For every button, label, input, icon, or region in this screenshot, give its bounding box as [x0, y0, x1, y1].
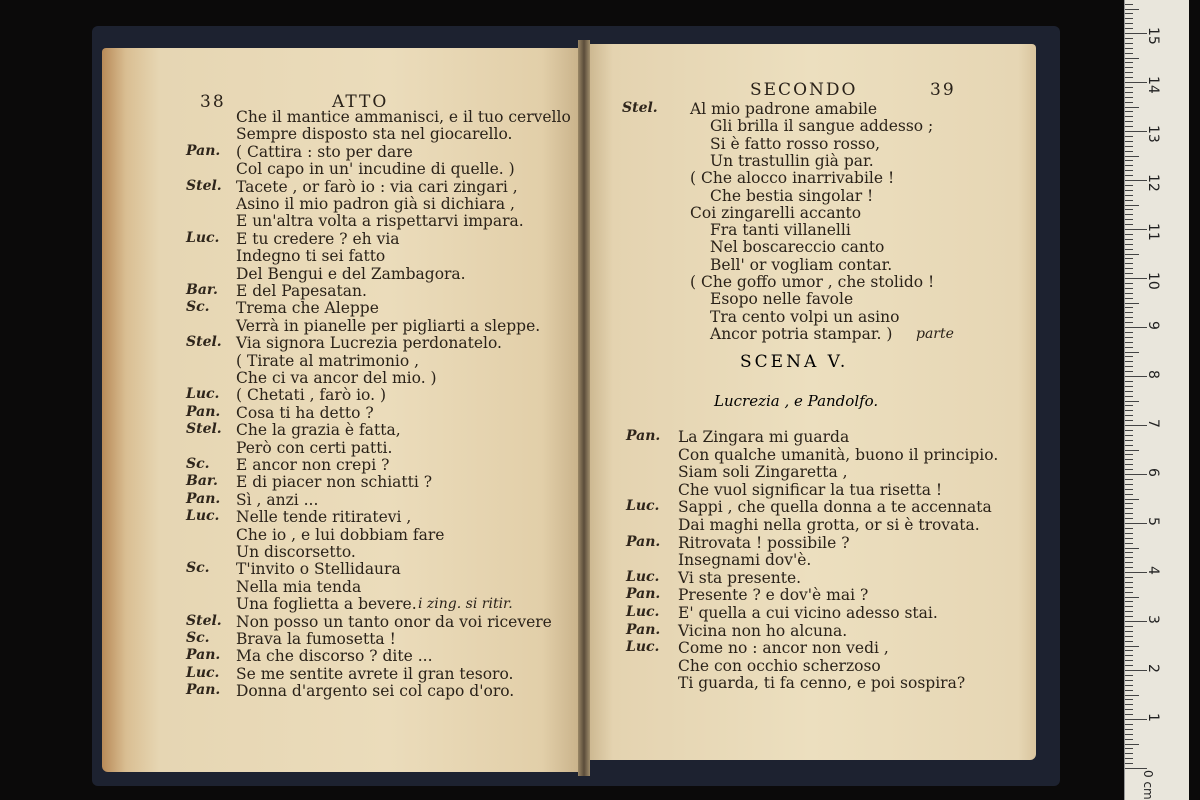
- speaker-label: Sc.: [186, 560, 210, 577]
- ruler-number: 4: [1145, 566, 1161, 575]
- ruler-tick: [1125, 454, 1133, 455]
- verse-line: Che ci va ancor del mio. ): [236, 369, 437, 387]
- speaker-label: Pan.: [626, 586, 661, 603]
- ruler-tick: [1125, 410, 1133, 411]
- ruler-tick: [1125, 175, 1133, 176]
- verse-line: Asino il mio padron già si dichiara ,: [236, 195, 515, 213]
- verse-line: ( Tirate al matrimonio ,: [236, 351, 420, 370]
- scene-cast: Lucrezia , e Pandolfo.: [714, 392, 879, 410]
- ruler-tick: [1125, 425, 1147, 426]
- ruler-tick: [1125, 156, 1139, 157]
- ruler-tick: [1125, 288, 1133, 289]
- verse-line: Via signora Lucrezia perdonatelo.: [236, 334, 502, 353]
- speaker-label: Bar.: [186, 282, 218, 298]
- ruler-tick: [1125, 420, 1133, 421]
- ruler-tick: [1125, 126, 1133, 127]
- ruler-tick: [1125, 459, 1133, 460]
- ruler-number: 11: [1145, 223, 1161, 241]
- ruler-tick: [1125, 601, 1133, 602]
- ruler-tick: [1125, 626, 1133, 627]
- verse-line: Insegnami dov'è.: [678, 551, 812, 570]
- ruler-tick: [1125, 592, 1133, 593]
- speaker-label: Pan.: [626, 428, 661, 444]
- ruler-tick: [1125, 332, 1133, 333]
- verse-line: ( Chetati , farò io. ): [236, 386, 386, 405]
- speaker-label: Pan.: [186, 647, 221, 664]
- ruler-tick: [1125, 704, 1133, 705]
- ruler-tick: [1125, 298, 1133, 299]
- verse-line: Gli brilla il sangue addesso ;: [710, 117, 934, 136]
- ruler-tick: [1125, 381, 1133, 382]
- verse-line: Vi sta presente.: [678, 568, 802, 587]
- ruler-tick: [1125, 121, 1133, 122]
- verse-line: Sì , anzi ...: [236, 490, 319, 509]
- verse-line: Come no : ancor non vedi ,: [678, 639, 889, 658]
- speaker-label: Luc.: [186, 508, 220, 525]
- verse-line: Nel boscareccio canto: [710, 238, 885, 257]
- verse-line: T'invito o Stellidaura: [236, 560, 401, 579]
- speaker-label: Luc.: [626, 498, 660, 515]
- ruler-tick: [1125, 518, 1133, 519]
- verse-line: Un discorsetto.: [236, 543, 356, 561]
- ruler-tick: [1125, 552, 1133, 553]
- ruler-tick: [1125, 386, 1133, 387]
- ruler-tick: [1125, 606, 1133, 607]
- ruler-tick: [1125, 239, 1133, 240]
- ruler-tick: [1125, 739, 1133, 740]
- verse-line: Che bestia singolar !: [710, 186, 874, 205]
- ruler-tick: [1125, 268, 1133, 269]
- ruler-tick: [1125, 489, 1133, 490]
- ruler-tick: [1125, 729, 1133, 730]
- verse-line: Se me sentite avrete il gran tesoro.: [236, 664, 514, 683]
- ruler-tick: [1125, 744, 1139, 745]
- ruler-tick: [1125, 430, 1133, 431]
- ruler-tick: [1125, 577, 1133, 578]
- verse-line: Cosa ti ha detto ?: [236, 403, 374, 422]
- speaker-label: Stel.: [186, 177, 222, 194]
- ruler-tick: [1125, 621, 1147, 622]
- ruler-tick: [1125, 312, 1133, 313]
- ruler-tick: [1125, 376, 1147, 377]
- speaker-label: Stel.: [186, 334, 222, 351]
- verse-line: Si è fatto rosso rosso,: [710, 134, 881, 153]
- ruler-number: 14: [1145, 76, 1161, 94]
- ruler-number: 5: [1145, 517, 1161, 526]
- speaker-label: Pan.: [186, 490, 221, 507]
- ruler-tick: [1125, 77, 1133, 78]
- ruler-tick: [1125, 646, 1139, 647]
- ruler-tick: [1125, 665, 1133, 666]
- verse-line: Bell' or vogliam contar.: [710, 255, 893, 274]
- ruler-tick: [1125, 450, 1139, 451]
- ruler-tick: [1125, 9, 1139, 10]
- speaker-label: Stel.: [622, 100, 658, 116]
- ruler-tick: [1125, 494, 1133, 495]
- ruler-tick: [1125, 533, 1133, 534]
- speaker-label: Luc.: [186, 229, 220, 246]
- ruler-tick: [1125, 234, 1133, 235]
- ruler-number: 6: [1145, 468, 1161, 477]
- ruler-tick: [1125, 293, 1133, 294]
- ruler-tick: [1125, 484, 1133, 485]
- ruler-tick: [1125, 278, 1147, 279]
- ruler-tick: [1125, 53, 1133, 54]
- verse-line: E ancor non crepi ?: [236, 456, 390, 474]
- ruler-number: 10: [1145, 272, 1161, 290]
- verse-line: E del Papesatan.: [236, 282, 367, 300]
- verse-line: Al mio padrone amabile: [690, 100, 878, 118]
- ruler-tick: [1125, 283, 1133, 284]
- verse-line: Sappi , che quella donna a te accennata: [678, 498, 992, 517]
- verse-line: Dai maghi nella grotta, or si è trovata.: [678, 516, 980, 534]
- ruler-tick: [1125, 58, 1139, 59]
- verse-line: Siam soli Zingaretta ,: [678, 463, 848, 482]
- ruler-tick: [1125, 13, 1133, 14]
- ruler-number: 12: [1145, 174, 1161, 192]
- ruler-tick: [1125, 631, 1133, 632]
- ruler-tick: [1125, 714, 1133, 715]
- ruler-tick: [1125, 675, 1133, 676]
- ruler-tick: [1125, 391, 1133, 392]
- verse-line: Tacete , or farò io : via cari zingari ,: [236, 177, 518, 196]
- ruler-tick: [1125, 543, 1133, 544]
- ruler-tick: [1125, 72, 1133, 73]
- ruler-tick: [1125, 474, 1147, 475]
- ruler-number: 2: [1145, 664, 1161, 673]
- ruler-tick: [1125, 224, 1133, 225]
- ruler-tick: [1125, 317, 1133, 318]
- measuring-ruler: [1124, 0, 1189, 800]
- verse-line: Fra tanti villanelli: [710, 221, 851, 240]
- verse-line: Che vuol significar la tua risetta !: [678, 480, 943, 499]
- ruler-tick: [1125, 356, 1133, 357]
- ruler-tick: [1125, 680, 1133, 681]
- ruler-tick: [1125, 209, 1133, 210]
- ruler-number: 9: [1145, 321, 1161, 330]
- ruler-tick: [1125, 249, 1133, 250]
- left-page-number: 38: [200, 92, 226, 112]
- ruler-tick: [1125, 636, 1133, 637]
- ruler-tick: [1125, 699, 1133, 700]
- right-running-head: SECONDO: [750, 80, 858, 100]
- ruler-tick: [1125, 479, 1133, 480]
- ruler-tick: [1125, 273, 1133, 274]
- ruler-tick: [1125, 528, 1133, 529]
- verse-line: E' quella a cui vicino adesso stai.: [678, 604, 938, 622]
- verse-line: Brava la fumosetta !: [236, 630, 396, 648]
- ruler-tick: [1125, 587, 1133, 588]
- ruler-tick: [1125, 43, 1133, 44]
- verse-line: La Zingara mi guarda: [678, 428, 850, 446]
- verse-line: Ancor potria stampar. ): [710, 324, 893, 343]
- ruler-tick: [1125, 170, 1133, 171]
- ruler-tick: [1125, 62, 1133, 63]
- ruler-tick: [1125, 611, 1133, 612]
- ruler-tick: [1125, 28, 1133, 29]
- ruler-tick: [1125, 508, 1133, 509]
- ruler-tick: [1125, 366, 1133, 367]
- ruler-tick: [1125, 401, 1139, 402]
- verse-line: Ritrovata ! possibile ?: [678, 533, 850, 552]
- ruler-tick: [1125, 82, 1147, 83]
- verse-line: Col capo in un' incudine di quelle. ): [236, 160, 515, 179]
- verse-line: Presente ? e dov'è mai ?: [678, 586, 869, 605]
- ruler-tick: [1125, 107, 1139, 108]
- ruler-tick: [1125, 499, 1139, 500]
- ruler-tick: [1125, 548, 1139, 549]
- verse-line: Esopo nelle favole: [710, 290, 854, 309]
- ruler-tick: [1125, 415, 1133, 416]
- ruler-tick: [1125, 695, 1139, 696]
- ruler-tick: [1125, 205, 1139, 206]
- verse-line: Indegno ti sei fatto: [236, 247, 386, 266]
- ruler-tick: [1125, 464, 1133, 465]
- ruler-tick: [1125, 263, 1133, 264]
- verse-line: Coi zingarelli accanto: [690, 203, 862, 222]
- ruler-tick: [1125, 655, 1133, 656]
- ruler-tick: [1125, 641, 1133, 642]
- ruler-tick: [1125, 768, 1147, 769]
- ruler-tick: [1125, 352, 1139, 353]
- ruler-tick: [1125, 258, 1133, 259]
- ruler-tick: [1125, 616, 1133, 617]
- verse-line: Sempre disposto sta nel giocarello.: [236, 125, 513, 144]
- ruler-tick: [1125, 361, 1133, 362]
- ruler-tick: [1125, 557, 1133, 558]
- ruler-tick: [1125, 513, 1133, 514]
- ruler-tick: [1125, 102, 1133, 103]
- speaker-label: Pan.: [626, 533, 661, 550]
- verse-line: Verrà in pianelle per pigliarti a sleppe.: [236, 316, 541, 335]
- verse-line: Nella mia tenda: [236, 577, 362, 596]
- verse-line: Ti guarda, ti fa cenno, e poi sospira?: [678, 674, 966, 693]
- ruler-tick: [1125, 92, 1133, 93]
- ruler-tick: [1125, 244, 1133, 245]
- ruler-tick: [1125, 23, 1133, 24]
- ruler-tick: [1125, 136, 1133, 137]
- ruler-tick: [1125, 229, 1147, 230]
- ruler-tick: [1125, 685, 1133, 686]
- ruler-number: 8: [1145, 370, 1161, 379]
- ruler-number: 7: [1145, 419, 1161, 428]
- verse-line: Non posso un tanto onor da voi ricevere: [236, 612, 552, 631]
- ruler-tick: [1125, 440, 1133, 441]
- ruler-tick: [1125, 347, 1133, 348]
- ruler-tick: [1125, 469, 1133, 470]
- ruler-tick: [1125, 763, 1133, 764]
- ruler-tick: [1125, 322, 1133, 323]
- ruler-tick: [1125, 660, 1133, 661]
- ruler-unit: 0 cm: [1141, 770, 1155, 800]
- ruler-tick: [1125, 582, 1133, 583]
- ruler-tick: [1125, 200, 1133, 201]
- verse-line: Ma che discorso ? dite ...: [236, 647, 433, 666]
- ruler-tick: [1125, 67, 1133, 68]
- speaker-label: Luc.: [186, 664, 220, 681]
- verse-line: Una foglietta a bevere.: [236, 595, 417, 614]
- verse-line: ( Cattira : sto per dare: [236, 142, 413, 161]
- verse-line: Che con occhio scherzoso: [678, 656, 881, 675]
- ruler-tick: [1125, 214, 1133, 215]
- ruler-tick: [1125, 719, 1147, 720]
- ruler-tick: [1125, 650, 1133, 651]
- verse-line: Un trastullin già par.: [710, 151, 874, 170]
- ruler-tick: [1125, 690, 1133, 691]
- ruler-tick: [1125, 405, 1133, 406]
- ruler-tick: [1125, 670, 1147, 671]
- ruler-tick: [1125, 146, 1133, 147]
- ruler-number: 1: [1145, 713, 1161, 722]
- speaker-label: Pan.: [186, 142, 221, 159]
- ruler-tick: [1125, 254, 1139, 255]
- ruler-tick: [1125, 371, 1133, 372]
- stage-direction: parte: [916, 325, 954, 342]
- verse-line: ( Che goffo umor , che stolido !: [690, 273, 935, 291]
- verse-line: Trema che Aleppe: [236, 299, 379, 318]
- speaker-label: Sc.: [186, 630, 210, 646]
- ruler-tick: [1125, 111, 1133, 112]
- verse-line: E un'altra volta a rispettarvi impara.: [236, 212, 524, 231]
- ruler-tick: [1125, 160, 1133, 161]
- ruler-number: 13: [1145, 125, 1161, 143]
- speaker-label: Pan.: [186, 682, 221, 699]
- ruler-tick: [1125, 33, 1147, 34]
- ruler-tick: [1125, 48, 1133, 49]
- ruler-tick: [1125, 303, 1139, 304]
- ruler-tick: [1125, 327, 1147, 328]
- ruler-tick: [1125, 165, 1133, 166]
- ruler-number: 3: [1145, 615, 1161, 624]
- ruler-tick: [1125, 523, 1147, 524]
- book-gutter: [578, 40, 590, 776]
- ruler-tick: [1125, 116, 1133, 117]
- ruler-tick: [1125, 597, 1139, 598]
- speaker-label: Luc.: [626, 604, 660, 620]
- ruler-tick: [1125, 18, 1133, 19]
- ruler-tick: [1125, 4, 1133, 5]
- verse-line: ( Che alocco inarrivabile !: [690, 169, 895, 188]
- ruler-tick: [1125, 190, 1133, 191]
- ruler-tick: [1125, 307, 1133, 308]
- ruler-tick: [1125, 758, 1133, 759]
- speaker-label: Stel.: [186, 421, 222, 438]
- ruler-tick: [1125, 503, 1133, 504]
- speaker-label: Bar.: [186, 473, 218, 490]
- ruler-tick: [1125, 734, 1133, 735]
- speaker-label: Pan.: [626, 621, 661, 638]
- speaker-label: Stel.: [186, 612, 222, 629]
- ruler-tick: [1125, 753, 1133, 754]
- verse-line: Del Bengui e del Zambagora.: [236, 264, 466, 283]
- ruler-tick: [1125, 435, 1133, 436]
- ruler-tick: [1125, 748, 1133, 749]
- verse-line: Tra cento volpi un asino: [710, 307, 900, 326]
- ruler-tick: [1125, 87, 1133, 88]
- scene-title: SCENA V.: [740, 352, 849, 372]
- verse-line: Che la grazia è fatta,: [236, 421, 401, 440]
- ruler-tick: [1125, 151, 1133, 152]
- ruler-tick: [1125, 219, 1133, 220]
- verse-line: E di piacer non schiatti ?: [236, 473, 433, 492]
- verse-line: E tu credere ? eh via: [236, 229, 400, 248]
- ruler-tick: [1125, 97, 1133, 98]
- ruler-tick: [1125, 337, 1133, 338]
- speaker-label: Luc.: [186, 386, 220, 403]
- stage-direction: i zing. si ritir.: [418, 596, 513, 613]
- verse-line: Però con certi patti.: [236, 438, 393, 457]
- ruler-tick: [1125, 724, 1133, 725]
- ruler-tick: [1125, 342, 1133, 343]
- ruler-tick: [1125, 396, 1133, 397]
- left-running-head: ATTO: [332, 92, 389, 112]
- ruler-tick: [1125, 180, 1147, 181]
- verse-line: Nelle tende ritiratevi ,: [236, 508, 412, 527]
- verse-line: Donna d'argento sei col capo d'oro.: [236, 682, 515, 701]
- ruler-tick: [1125, 562, 1133, 563]
- verse-line: Con qualche umanità, buono il principio.: [678, 445, 999, 464]
- ruler-tick: [1125, 141, 1133, 142]
- ruler-tick: [1125, 185, 1133, 186]
- ruler-tick: [1125, 131, 1147, 132]
- ruler-number: 15: [1145, 27, 1161, 45]
- right-page-number: 39: [930, 80, 956, 100]
- ruler-tick: [1125, 538, 1133, 539]
- speaker-label: Luc.: [626, 639, 660, 656]
- speaker-label: Pan.: [186, 403, 221, 420]
- verse-line: Che io , e lui dobbiam fare: [236, 525, 445, 544]
- ruler-tick: [1125, 567, 1133, 568]
- speaker-label: Sc.: [186, 456, 210, 472]
- ruler-tick: [1125, 38, 1133, 39]
- ruler-tick: [1125, 709, 1133, 710]
- speaker-label: Luc.: [626, 568, 660, 585]
- speaker-label: Sc.: [186, 299, 210, 316]
- verse-line: Vicina non ho alcuna.: [678, 621, 848, 640]
- verse-line: Che il mantice ammanisci, e il tuo cervello: [236, 108, 571, 126]
- ruler-tick: [1125, 195, 1133, 196]
- ruler-tick: [1125, 572, 1147, 573]
- ruler-tick: [1125, 445, 1133, 446]
